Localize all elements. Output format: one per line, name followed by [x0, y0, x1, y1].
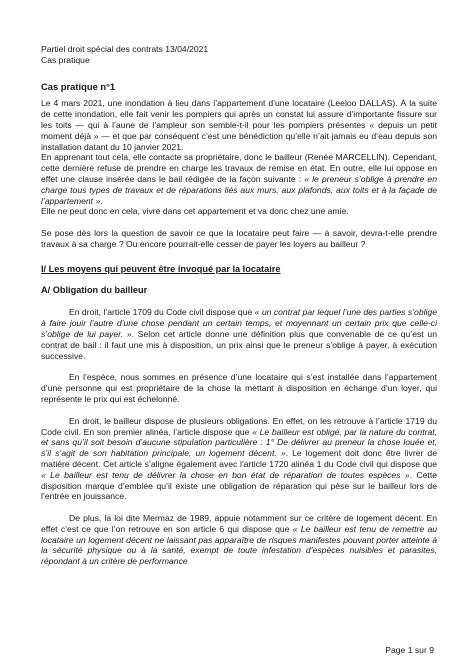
body-paragraph-3	[41, 416, 437, 502]
facts-paragraph-3: Elle ne peut donc en cela, vivre dans cet appartement et va donc chez une amie.	[41, 206, 349, 217]
body-paragraph-4	[41, 513, 437, 567]
article-1720-quote: « Le bailleur est tenu de délivrer la chose en bon état de réparation de toutes espèces »	[41, 469, 410, 480]
loi-mermaz-quote: « Le bailleur est tenu de remettre au locataire un logement décent ne laissant pas apparaître de risques manifestes pouvant porter atteinte à la sécurité physique ou à la santé, exempt de toute infestation d’espèces nuisibles et parasites, répondant à un critère de performance	[41, 523, 438, 567]
body-paragraph-1-end: . Selon cet article donne une définition plus que convenable de ce qu’est un contrat de bail : il faut une mis à disposition, un prix ainsi que le preneur s’oblige à payer, à exécution successive.	[41, 328, 437, 361]
header-course-title: Partiel droit spécial des contrats 13/04/2021	[41, 44, 209, 54]
page-number: Page 1 sur 9	[385, 645, 434, 655]
facts-paragraph-1: Le 4 mars 2021, une inondation à lieu dans l’appartement d’une locataire (Leeloo DALLAS). À la suite de cette inondation, elle fait venir les pompiers qui après un constat lui assure d’importante fissure sur les toits — qui à l’aune de l’ampleur son semble-t-il pour les pompiers présentes « depuis un petit moment déjà » — et que par conséquent c’est une bénédiction qu’elle n’ait jamais eu d’eau depuis son installation datant du 10 janvier 2021.	[41, 98, 437, 152]
body-paragraph-3-end: . Cette disposition marque d’emblée qu’il existe une obligation de réparation qui pèse sur le bailleur lors de l’entrée en jouissance.	[41, 469, 437, 502]
facts-paragraph-2-end: .	[100, 195, 103, 206]
legal-question: Se pose dès lors la question de savoir ce que la locataire peut faire — à savoir, devra-t-elle prendre travaux à sa charge ? Ou encore pourrait-elle cesser de payer les loyers au bailleur ?	[41, 228, 437, 249]
case-title: Cas pratique n°1	[41, 80, 116, 92]
body-paragraph-1	[41, 307, 437, 361]
body-paragraph-3-text: En droit, le bailleur dispose de plusieurs obligations. En effet, on les retrouve à l’article 1719 du Code civil. En son premier alinéa, l’article dispose que	[41, 415, 437, 437]
document-body	[41, 44, 437, 567]
section-heading-1: I/ Les moyens qui peuvent être invoqué par la locataire	[41, 263, 281, 274]
body-paragraph-3-mid: . Le logement doit donc être livrer de matière décent. Cet article s’aligne également avec l’article 1720 alinéa 1 du Code civil qui dispose que	[41, 448, 437, 469]
facts-paragraph-2-text: En apprenant tout cela, elle contacte sa propriétaire, donc le bailleur (Renée MARCELLIN). Cependant, cette dernière refuse de prendre en charge les travaux de remise en état. En outre, elle lui oppose en effet une clause insérée dans le bail rédigée de la façon suivante :	[41, 152, 437, 184]
lease-clause-quote: « le preneur s’oblige à prendre en charge tous types de travaux et de réparations liés aux murs, aux plafonds, aux toits et à la façade de l’appartement »	[41, 173, 437, 206]
facts-paragraph-2	[41, 152, 437, 206]
body-paragraph-2: En l’espèce, nous sommes en présence d’une locataire qui s’est installée dans l’appartement d’une personne qui est propriétaire de la chose la mettant à disposition en échange d’un loyer, qui représente le prix qui est échelonné.	[41, 372, 437, 404]
body-paragraph-4-text: De plus, la loi dite Mermaz de 1989, appuie notamment sur ce critère de logement décent. En effet c’est ce que l’on retrouve en son article 6 qui dispose que	[41, 513, 437, 534]
subsection-heading-a: A/ Obligation du bailleur	[41, 284, 148, 295]
article-1719-quote: « Le bailleur est obligé, par la nature du contrat, et sans qu’il soit besoin d’aucune stipulation particulière : 1° De délivrer au preneur la chose louée et, s’il s’agit de son habitation principale, un logement décent. »	[41, 426, 437, 459]
body-paragraph-1-text: En droit, l’article 1709 du Code civil dispose que	[69, 307, 255, 318]
article-1709-quote: « un contrat par lequel l’une des parties s’oblige à faire jouir l’autre d’une chose pendant un certain temps, et moyennant un certain prix que celle-ci s’oblige de lui payer. »	[41, 307, 437, 339]
header-subtitle: Cas pratique	[41, 54, 90, 65]
